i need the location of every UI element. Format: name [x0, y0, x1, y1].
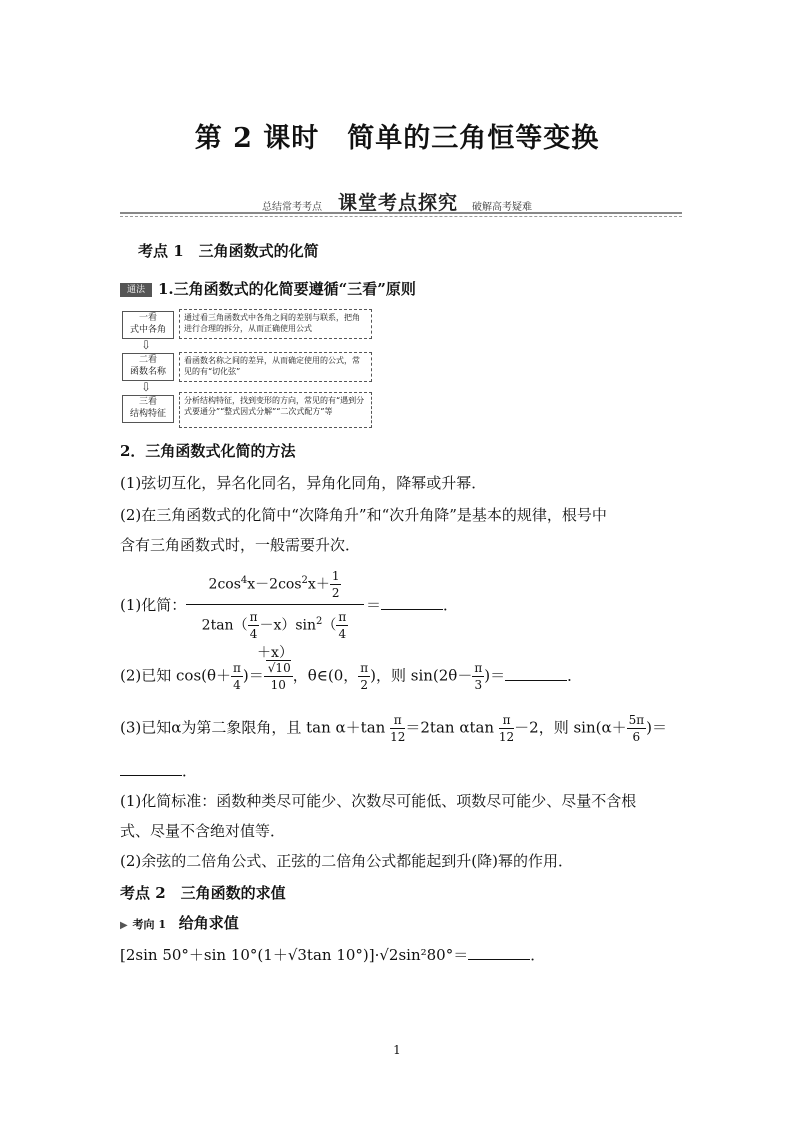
method-2b: 含有三角函数式时，一般需要升次．	[120, 536, 361, 554]
divider	[120, 216, 682, 217]
answer-blank[interactable]	[120, 761, 182, 776]
kaoxiang-title: 给角求值	[178, 914, 239, 932]
banner-center: 课堂考点探究	[338, 192, 459, 214]
down-arrow-icon: ⇩	[141, 380, 152, 394]
banner-right: 破解高考疑难	[472, 202, 532, 213]
q4: [2sin 50°＋sin 10°(1＋√3tan 10°)]·√2sin²80°＝ ．	[120, 946, 546, 964]
section-banner	[120, 190, 682, 218]
kaoxiang-tag: 考向 1	[132, 918, 166, 931]
item-2: 2．三角函数式化简的方法	[120, 442, 296, 460]
answer-blank[interactable]	[381, 595, 443, 610]
down-arrow-icon: ⇩	[141, 338, 152, 352]
flow-desc-2: 看函数名称之间的差异，从而确定使用的公式，常见的有“切化弦”	[179, 352, 372, 382]
flow-desc-1: 通过看三角函数式中各角之间的差别与联系，把角进行合理的拆分，从而正确使用公式	[179, 309, 372, 339]
kaoxiang-row	[120, 912, 239, 937]
play-icon: ▶	[120, 920, 128, 931]
banner-left: 总结常考考点	[262, 202, 322, 213]
page-title: 第 2 课时 简单的三角恒等变换	[194, 123, 600, 154]
flow-desc-3: 分析结构特征，找到变形的方向，常见的有“遇到分式要通分”“整式因式分解”“二次式配方”等	[179, 392, 372, 428]
q3-answer: ．	[120, 760, 197, 782]
item-1: 1.三角函数式的化简要遵循“三看”原则	[158, 280, 416, 298]
page-number: 1	[393, 1043, 401, 1057]
flow-step-1: 一看 式中各角	[122, 311, 174, 339]
note-1b: 式、尽量不含绝对值等．	[120, 822, 286, 840]
flow-step-3: 三看 结构特征	[122, 395, 174, 423]
method-2a: (2)在三角函数式的化简中“次降角升”和“次升角降”是基本的规律，根号中	[120, 506, 607, 524]
section-heading-2: 考点 2 三角函数的求值	[120, 884, 286, 902]
note-1a: (1)化简标准：函数种类尽可能少、次数尽可能低、项数尽可能少、尽量不含根	[120, 792, 637, 810]
answer-blank[interactable]	[505, 666, 567, 681]
q1-fraction: $2\cos^4x-2\cos^2x+$ $\frac{1}{2}$ 2tan（ $\frac{\pi}{4}$ $-x)\sin^2$（ $\frac{\pi}{4}$ ＋x）	[186, 568, 364, 664]
note-2: (2)余弦的二倍角公式、正弦的二倍角公式都能起到升(降)幂的作用．	[120, 852, 573, 870]
q3: (3)已知α为第二象限角，且 tan α＋tan $\frac{\pi}{12}$ ＝2tan αtan $\frac{\pi}{12}$ －2，则 sin(α＋ $\frac{5\pi}{6}$ )＝	[120, 713, 667, 744]
item-1-row	[120, 278, 416, 300]
method-1: (1)弦切互化，异名化同名，异角化同角，降幂或升幂．	[120, 474, 487, 492]
tongfa-tag: 通法	[120, 283, 152, 297]
divider	[120, 212, 682, 214]
q1-label: (1)化简：	[120, 596, 187, 614]
answer-blank[interactable]	[468, 945, 530, 960]
flow-step-2: 二看 函数名称	[122, 353, 174, 381]
section-heading-1: 考点 1 三角函数式的化简	[138, 242, 319, 260]
q2: (2)已知 cos(θ＋ $\frac{\pi}{4}$ )＝ $\frac{√10}{10}$ ，θ∈(0， $\frac{\pi}{2}$ )，则 sin(2θ－ $\frac{\pi}{3}$ )＝ ．	[120, 661, 583, 692]
q1-answer: ＝ ．	[366, 596, 459, 614]
